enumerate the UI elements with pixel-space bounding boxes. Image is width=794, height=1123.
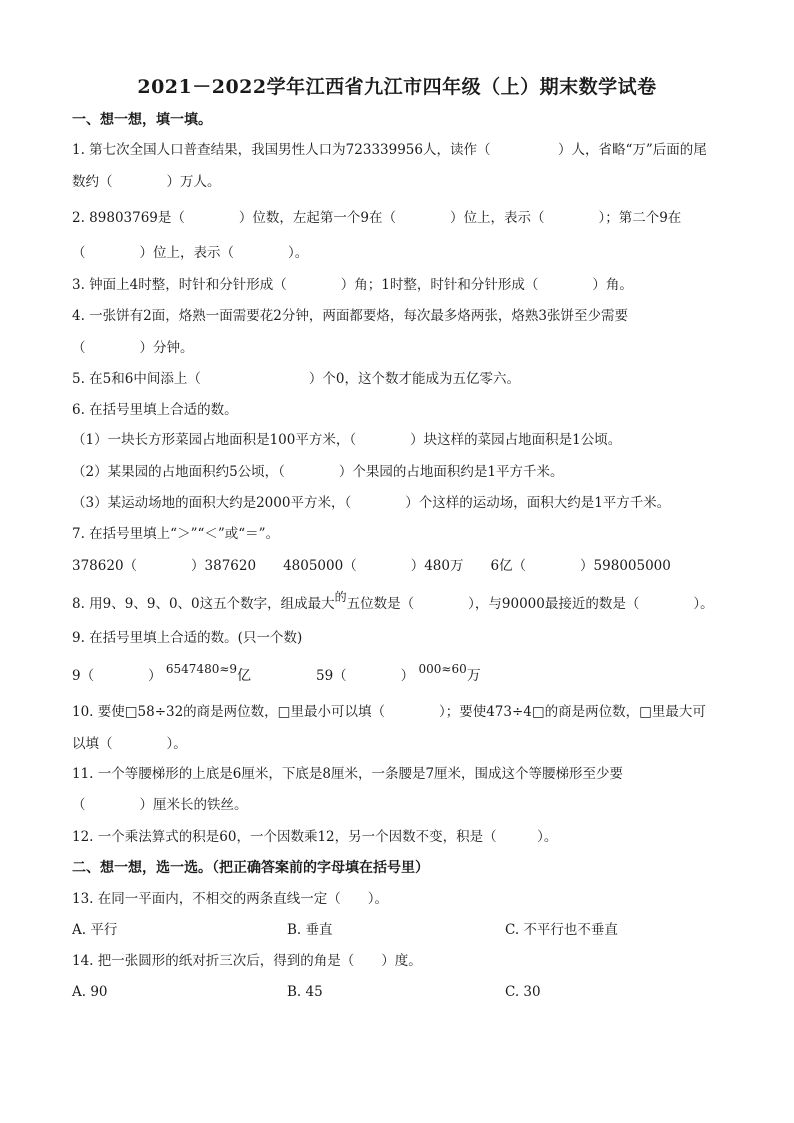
question-9-a-blank: 9（ ）	[72, 668, 162, 684]
question-3: 3. 钟面上4时整，时针和分针形成（ ）角；1时整，时针和分针形成（ ）角。	[72, 277, 633, 293]
question-8-superscript: 的	[334, 590, 347, 604]
question-9: 9. 在括号里填上合适的数。(只一个数)	[72, 630, 303, 646]
question-13-option-b: B. 垂直	[287, 922, 333, 938]
question-8-text-end: 五位数是（ ），与90000最接近的数是（ ）。	[346, 596, 714, 612]
question-9-item-a	[72, 662, 252, 686]
question-9-a-approx: 6547480≈9	[165, 662, 238, 676]
question-14: 14. 把一张圆形的纸对折三次后，得到的角是（ ）度。	[72, 953, 422, 969]
question-9-item-b	[316, 662, 481, 686]
question-8	[72, 590, 714, 614]
question-1-line-2: 数约（ ）万人。	[72, 174, 221, 190]
page-title: 2021－2022学年江西省九江市四年级（上）期末数学试卷	[137, 76, 657, 98]
question-13: 13. 在同一平面内，不相交的两条直线一定（ ）。	[72, 891, 389, 907]
question-5: 5. 在5和6中间添上（ ）个0，这个数才能成为五亿零六。	[72, 371, 520, 387]
question-2-line-1: 2. 89803769是（ ）位数，左起第一个9在（ ）位上，表示（ ）；第二个9在	[72, 210, 682, 226]
section-heading-fill: 一、想一想，填一填。	[72, 112, 212, 128]
question-11-line-2: （ ）厘米长的铁丝。	[72, 797, 248, 813]
question-10-line-2: 以填（ ）。	[72, 736, 187, 752]
question-6-part-1: （1）一块长方形菜园占地面积是100平方米，（ ）块这样的菜园占地面积是1公顷。	[72, 432, 622, 448]
question-14-option-a: A. 90	[72, 984, 108, 1000]
question-1-line-1: 1. 第七次全国人口普查结果，我国男性人口为723339956人，读作（ ）人，省略“万”后面的尾	[72, 142, 707, 158]
question-9-b-approx: 000≈60	[418, 662, 467, 676]
question-9-a-unit: 亿	[237, 668, 252, 684]
question-11-line-1: 11. 一个等腰梯形的上底是6厘米，下底是8厘米，一条腰是7厘米，围成这个等腰梯形至少要	[72, 766, 624, 782]
question-6-part-3: （3）某运动场地的面积大约是2000平方米，（ ）个这样的运动场，面积大约是1平方千米。	[72, 495, 671, 511]
question-10-line-1: 10. 要使□58÷32的商是两位数，□里最小可以填（ ）；要使473÷4□的商是两位数，□里最大可	[72, 704, 706, 720]
question-14-option-c: C. 30	[505, 984, 541, 1000]
question-9-b-unit: 万	[466, 668, 481, 684]
question-8-text-start: 8. 用9、9、9、0、0这五个数字，组成最大	[72, 596, 335, 612]
question-7: 7. 在括号里填上“＞”“＜”或“＝”。	[72, 526, 280, 542]
question-9-b-blank: 59（ ）	[316, 668, 415, 684]
section-heading-choice: 二、想一想，选一选。（把正确答案前的字母填在括号里）	[72, 860, 429, 876]
question-12: 12. 一个乘法算式的积是60，一个因数乘12，另一个因数不变，积是（ ）。	[72, 829, 558, 845]
question-6-part-2: （2）某果园的占地面积约5公顷，（ ）个果园的占地面积约是1平方千米。	[72, 464, 564, 480]
question-6: 6. 在括号里填上合适的数。	[72, 402, 238, 418]
question-2-line-2: （ ）位上，表示（ ）。	[72, 245, 309, 261]
question-4-line-2: （ ）分钟。	[72, 340, 194, 356]
question-4-line-1: 4. 一张饼有2面，烙熟一面需要花2分钟，两面都要烙，每次最多烙两张，烙熟3张饼至少需要	[72, 308, 628, 324]
question-7-items: 378620（ ）387620 4805000（ ）480万 6亿（ ）598005000	[72, 558, 671, 574]
question-13-option-c: C. 不平行也不垂直	[505, 922, 618, 938]
question-13-option-a: A. 平行	[72, 922, 118, 938]
question-14-option-b: B. 45	[287, 984, 323, 1000]
